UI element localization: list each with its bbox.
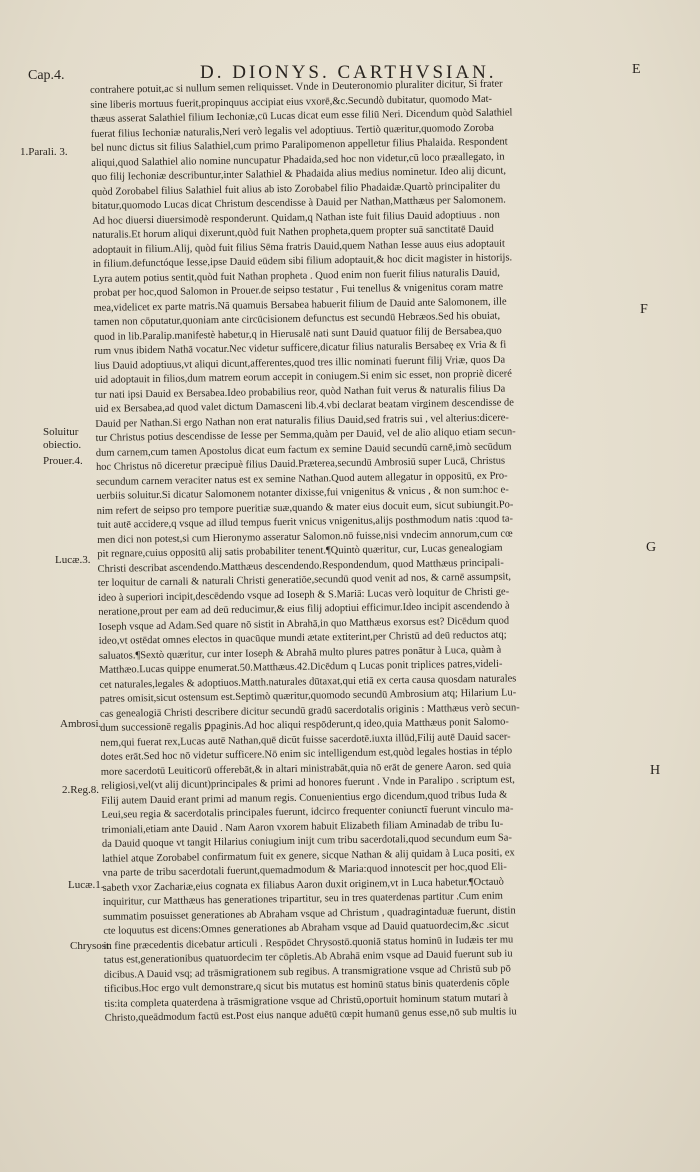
text-line: tur Christus potius descendisse de Iesse per Semma,quàm per Dauid, vel de alio aliquo etiam secun- xyxy=(95,426,516,444)
text-line: ter loquitur de carnali & naturali Christi generatiōe,secundū quod venit ad nos, & carnē assumpsit, xyxy=(97,571,512,589)
text-line: dicibus.A Dauid vsq; ad trāsmigrationem sub regibus. A transmigratione vsque ad Christū sub pō xyxy=(103,963,511,981)
text-line: tuit autē accidere,q vsque ad illud tempus fuerit vnicus vnigenitus,alijs posthmodum natis :quod ta- xyxy=(96,513,514,531)
margin-note-chrysostomus: Chrysost. xyxy=(70,940,112,952)
text-line: Dauid per Nathan.Si ergo Nathan non erat naturalis filius Dauid,sed fratris sui , vel alterius:dicere- xyxy=(95,411,509,430)
text-line: tificibus.Hoc ergo vult demonstrare,q sicut bis mutatus est hominū status binis quaterdenis cōple xyxy=(104,977,510,995)
text-line: da Dauid quoque vt tangit Hilarius coniugium inijt cum tribu sacerdotali,quod secundum eum Sa- xyxy=(101,832,512,850)
section-letter-g: G xyxy=(646,540,657,555)
text-line: Filij autem Dauid erant primi ad manum regis. Conuenientius ergo dicendum,quod tribus Iuda & xyxy=(101,789,508,807)
margin-note-obiectio: obiectio. xyxy=(43,439,82,451)
text-line: nem,qui fuerat rex,Lucas autē Nathan,quē dicūt fuisse sacerdotē.iuxta illūd,Filij autē Dauid sacer- xyxy=(100,730,511,749)
text-line: sine liberis mortuus fuerit,propinquus accipiat eius vxorē,&c.Secundò dubitatur, quomodo Mat- xyxy=(90,93,493,111)
text-line: cet naturales,legales & adoptiuos.Matth.naturales dūtaxat,qui etiā ex certa causa quosdam naturales xyxy=(99,672,517,691)
margin-note-reg-8: 2.Reg.8. xyxy=(62,784,99,796)
margin-note-paralipomenon: 1.Parali. 3. xyxy=(20,146,68,158)
section-letter-e: E xyxy=(632,62,641,77)
text-line: nim refert de seipso pro tempore pueritiæ suæ,quando & mater eius docuit eum, sicut subiungit.Po- xyxy=(96,498,514,517)
text-line: uerbiis soluitur.Si dicatur Salomonem notanter dixisse,fui vnigenitus & vnicus , & non sum:hoc e- xyxy=(96,484,509,502)
text-line: trimoniali,etiam ante Dauid . Nam Aaron vxorem habuit Elizabeth filiam Aminadab de tribu Iu- xyxy=(101,818,504,836)
text-line: Leui,seu regia & sacerdotalis principales fuerunt, idcirco frequenter coniunctī fuerunt vinculo ma- xyxy=(101,803,514,821)
text-line: uid ex Bersabea,ad quod valet dictum Damasceni lib.4.vbi declarat beatam virginem descendisse de xyxy=(95,397,514,415)
text-line: ideo à superiori incipit,descēdendo vsque ad Ioseph & S.Mariā: Lucas verò loquitur de Christi ge- xyxy=(97,585,510,604)
margin-note-prouerbia: Prouer.4. xyxy=(43,455,83,467)
text-line: in filium.defunctóque Iesse,ipse Dauid eūdem sibi filium adoptauit,& hoc dicit magister in historijs. xyxy=(92,252,513,270)
text-line: adoptauit in filium.Alij, quòd fuit filius Sēma fratris Dauid,quem Nathan Iesse auus eius adoptauit xyxy=(92,238,505,256)
text-line: Ad hoc diuersi diuersimodè responderunt. Quidam,q Nathan iste fuit filius Dauid adoptiuus . non xyxy=(92,209,500,227)
text-line: men dici non potest,si cum Hieronymo asseratur Salomon.nō fuisse,nisi vndecim annorum,cum cœ xyxy=(97,527,513,546)
text-line: quo filij Iechoniæ describuntur,inter Salathiel & Phadaida alius medius nominetur. Ideo alij dicunt, xyxy=(91,165,507,183)
text-line: Ioseph vsque ad Adam.Sed quare nō sistit in Abrahā,in quo Matthæus exorsus est? Dicēdum quod xyxy=(98,614,510,633)
text-line: probat per hoc,quod Salomon in Prouer.de seipso testatur , Fui tenellus & vnigenitus coram matre xyxy=(93,281,504,299)
text-line: lathiel atque Zorobabel confirmatum fuit ex genere, sicque Nathan & alij quidam à Luca positi, ex xyxy=(102,846,515,865)
text-line: uid adoptauit in filios,dum matrem eorum accepit in coniugem.Si enim sic esset, non propriè diceré xyxy=(94,368,512,386)
text-line: pit regnare,cuius oppositū alij satis probabiliter tenent.¶Quintò quæritur, cur, Lucas genealogiam xyxy=(97,542,503,560)
text-line: dotes erāt.Sed hoc nō videtur sufficere.Nō enim sic intelligendum est,quòd legales hostias in téplo xyxy=(100,745,513,763)
text-line: Christi describat ascendendo.Matthæus descendendo.Respondendum, quod Matthæus principali- xyxy=(97,557,504,575)
text-line: naturalis.Et horum aliqui dixerunt,quòd fuit Nathen propheta,quem propter suā sanctitatē Dauid xyxy=(92,223,494,241)
text-line: lius Dauid adoptiuus,vt aliqui dicunt,afferentes,quod tres illic nominati fuerunt filij Vriæ, quos Da xyxy=(94,354,506,372)
text-line: patres omisit,sicut ostensum est.Septimò quæritur,quomodo secundū Ambrosium atq; Hilarium Lu- xyxy=(99,687,517,705)
text-line: thæus asserat Salathiel filium Iechoniæ,cū Lucas dicat eum esse filiū Neri. Dicendum quòd Salathiel xyxy=(90,107,513,125)
text-line: quòd Zorobabel filius Salathiel fuit alius ab isto Zorobabel filio Phadaidæ.Quartò principaliter du xyxy=(91,180,501,198)
text-line: hoc Christus nō diceretur præcipuè filius Dauid.Præterea,secundū Ambrosiū super Lucā, Christus xyxy=(95,455,506,473)
text-line: cte loquutus est dicens:Omnes generationes ab Abraham vsque ad Dauid quatuordecim,&c .sicut xyxy=(103,919,509,937)
margin-note-luca-3: Lucæ.3. xyxy=(55,554,91,566)
text-line: ideo,vt ostēdat omnes electos in quacūque mundi ætate extiterint,per Christū ad deū reductos atq; xyxy=(98,629,507,647)
text-line: Christo,queādmodum factū est.Post eius nanque aduētū cœpit humanū genus esse,nō sub multis iu xyxy=(104,1006,517,1024)
text-line: tamen non cōputatur,quoniam ante circūcisionem defunctus est secundū Hebræos.Sed his obuiat, xyxy=(93,310,501,328)
text-line: cas genealogiā Christi describere dicitur secundū gradū sacerdotalis originis : Matthæus verò secun- xyxy=(99,701,520,720)
main-text-block xyxy=(90,75,665,1026)
text-line: summatim posuisset generationes ab Abraham vsque ad Christum , quadragintaduæ fuerunt, distin xyxy=(102,904,516,923)
text-line: bel nunc dictus sit filius Salathiel,cum primo Paralipomenon appelletur filius Phalaida. Respondent xyxy=(90,136,508,154)
text-line: dum carnem,cum tamen Apostolus dicat eum factum ex semine Dauid secundū carnē,imò secūdum xyxy=(95,440,512,459)
text-line: tatus est,generationibus quatuordecim ter cōpletis.Ab Abrahā enim vsque ad Dauid fuerunt sub iu xyxy=(103,948,513,966)
text-line: Lyra autem potius sentit,quòd fuit Nathan propheta . Quod enim non fuerit filius naturalis Dauid, xyxy=(92,267,500,285)
text-line: contrahere potuit,ac si nullum semen reliquisset. Vnde in Deuteronomio pluraliter dicitur, Si frater xyxy=(90,78,503,96)
text-line: sabeth vxor Zachariæ,eius cognata ex filiabus Aaron duxit originem,vt in Luca habetur.¶Octauò xyxy=(102,876,504,894)
text-line: religiosi,vel(vt alij dicunt)principales & primi ad honores fuerunt . Vnde in Paralipo . scriptum est, xyxy=(100,774,515,792)
page-title: D. DIONYS. CARTHVSIAN. xyxy=(200,62,497,83)
text-line: in fine præcedentis dicebatur articuli . Respōdet Chrysostō.quoniā status hominū in Iudæis ter mu xyxy=(103,933,514,952)
text-line: aliqui,quod Salathiel alio nomine nuncupatur Phadaida,sed hoc non videtur,cū loco præallegato, in xyxy=(91,150,505,169)
text-line: vna parte de tribu sacerdotali fuerunt,quemadmodum & Maria:quod innotescit per hoc,quod Eli- xyxy=(102,861,507,879)
text-line: saluatos.¶Sextò quæritur, cur inter Ioseph & Abrahā multo plures patres ponātur à Luca, quàm à xyxy=(98,644,502,662)
margin-note-ambrosius: Ambrosi. xyxy=(60,718,102,730)
text-line: fuerat filius Iechoniæ naturalis,Neri verò legalis vel adoptiuus. Tertiò quæritur,quomodo Zoroba xyxy=(90,122,494,140)
chapter-label: Cap.4. xyxy=(28,68,65,83)
margin-note-luca-1: Lucæ.1. xyxy=(68,879,104,891)
text-line: dum successionē regalis ꝑpaginis.Ad hoc aliqui respōderunt,q ideo,quia Matthæus ponit Salomo- xyxy=(100,716,509,734)
text-line: secundum carnem veraciter natus est ex semine Nathan.Quod autem allegatur in oppositū, ex Pro- xyxy=(96,469,508,488)
margin-note-soluitur: Soluitur xyxy=(43,426,79,438)
section-letter-h: H xyxy=(650,763,661,778)
text-line: rum vnus ibidem Nathā vocatur.Nec videtur sufficere,dicatur filius naturalis Bersabeę ex Vria & fi xyxy=(94,339,507,357)
text-line: neratione,prout per eam ad deū reducimur,& eius filij adoptiui efficimur.Ideo incipit ascendendo à xyxy=(98,600,510,618)
text-line: tis:ita completa quaterdena à trāsmigratione vsque ad Christū,oportuit hominum statum mutari à xyxy=(104,992,509,1010)
text-line: quod in lib.Paralip.manifestè habetur,q in Hierusalē nati sunt Dauid quatuor filij de Bersabea,quo xyxy=(93,325,502,343)
text-line: bitatur,quomodo Lucas dicat Christum descendisse à Dauid per Nathan,Matthæus per Salomonem. xyxy=(91,194,506,212)
section-letter-f: F xyxy=(640,302,648,317)
text-line: Matthæo.Lucas quippe enumerat.50.Matthæus.42.Dicēdum q Lucas ponit triplices patres,videli- xyxy=(99,658,503,676)
text-line: tur nati ipsi Dauid ex Bersabea.Ideo probabilius reor, quòd Nathan fuit verus & naturalis filius Da xyxy=(94,383,506,401)
text-line: mea,videlicet ex parte matris.Nā quamuis Bersabea habuerit filium de Dauid ante Salomonem, ille xyxy=(93,295,507,314)
text-line: inquiritur, cur Matthæus has generationes tripartitur, seu in tres quaterdenas partitur .Cum enim xyxy=(102,890,504,908)
text-line: more sacerdotū Leuiticorū offerebāt,& in altari ministrabāt,quia nō erāt de genere Aaron. sed quia xyxy=(100,759,512,778)
